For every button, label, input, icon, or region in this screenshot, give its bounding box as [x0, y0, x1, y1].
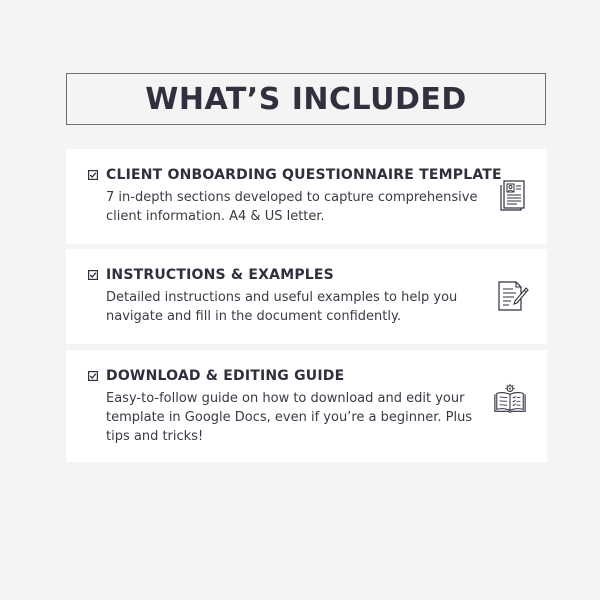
resume-document-icon [495, 179, 529, 213]
feature-heading: INSTRUCTIONS & EXAMPLES [106, 267, 334, 283]
document-pen-icon [495, 279, 529, 313]
feature-description: Detailed instructions and useful examples to help you navigate and fill in the document confidently. [106, 290, 458, 324]
feature-description: 7 in-depth sections developed to capture comprehensive client information. A4 & US letter. [106, 190, 478, 224]
checkbox-checked-icon [88, 371, 98, 381]
feature-heading: DOWNLOAD & EDITING GUIDE [106, 368, 345, 384]
title-box [66, 73, 546, 125]
feature-card-download-guide [66, 350, 547, 462]
checkbox-checked-icon [88, 270, 98, 280]
page-title: WHAT’S INCLUDED [145, 81, 467, 117]
feature-card-instructions [66, 249, 547, 344]
checkbox-checked-icon [88, 170, 98, 180]
open-book-gear-icon [493, 382, 527, 416]
feature-description: Easy-to-follow guide on how to download and edit your template in Google Docs, even if you’re a beginner. Plus tips and tricks! [106, 391, 473, 444]
feature-card-questionnaire [66, 149, 547, 244]
feature-heading: CLIENT ONBOARDING QUESTIONNAIRE TEMPLATE [106, 167, 502, 183]
